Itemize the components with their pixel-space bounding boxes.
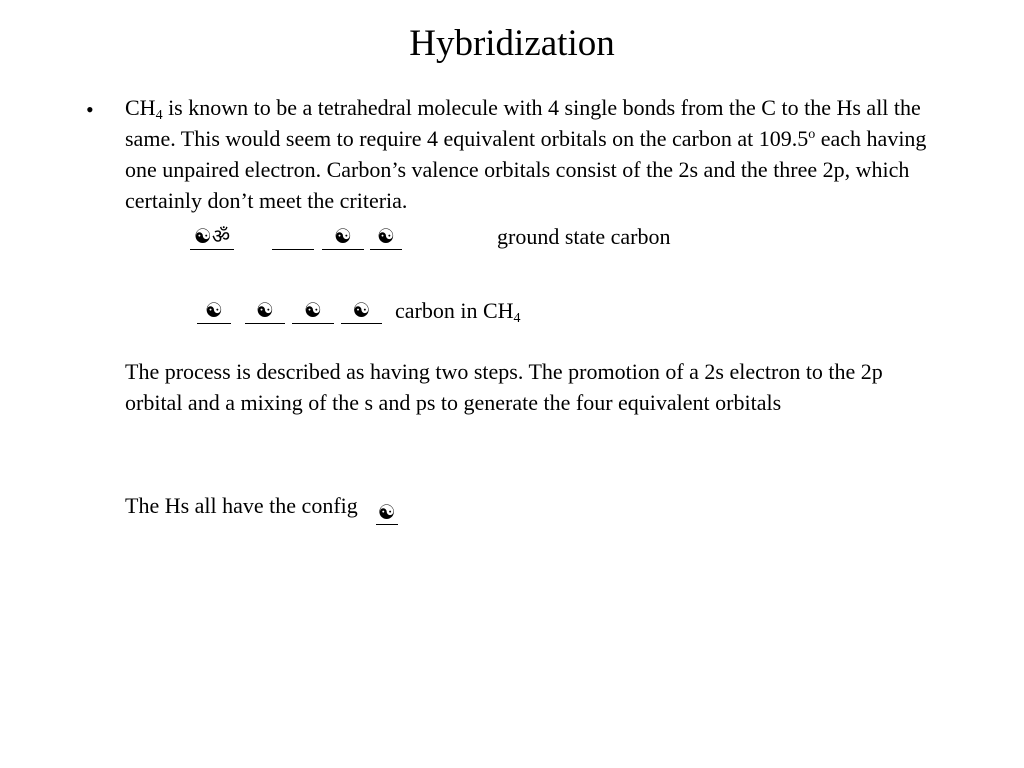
para1-text-2: is known to be a tetrahedral molecule with 4 single bonds from the C to the Hs all the same. This would seem to require 4 equivalent orbitals on the carbon at 109.5 bbox=[125, 95, 921, 151]
ground-state-label: ground state carbon bbox=[497, 224, 671, 249]
orbital-2p-ground-3: ☯ bbox=[370, 221, 402, 250]
intro-paragraph bbox=[125, 92, 945, 216]
orbital-sp3-4: ☯ bbox=[341, 295, 382, 324]
hydrogen-config-text: The Hs all have the config bbox=[125, 493, 358, 518]
orbital-hydrogen-1s: ☯ bbox=[376, 498, 398, 525]
ch4-state-label bbox=[395, 295, 521, 326]
orbital-spacer bbox=[284, 221, 304, 249]
orbital-sp3-1: ☯ bbox=[197, 295, 231, 324]
ground-state-orbital-row bbox=[0, 221, 1024, 253]
process-paragraph: The process is described as having two steps. The promotion of a 2s electron to the 2p orbital and a mixing of the s and ps to generate the four equivalent orbitals bbox=[125, 359, 883, 415]
para1-text-3: each having one unpaired electron. Carbon’s valence orbitals consist of the 2s and the three 2p, which certainly don’t meet the criteria. bbox=[125, 126, 927, 213]
ch4-label-text: carbon in CH bbox=[395, 298, 514, 323]
ch4-label-subscript: 4 bbox=[513, 311, 521, 326]
ch4-orbital-row bbox=[0, 295, 1024, 327]
orbital-sp3-3: ☯ bbox=[292, 295, 334, 324]
degree-superscript: o bbox=[808, 127, 816, 142]
orbital-2s-ground: ☯ॐ bbox=[190, 221, 234, 250]
para1-subscript: 4 bbox=[155, 108, 163, 123]
hydrogen-config-line bbox=[125, 490, 945, 525]
orbital-2p-ground-2: ☯ bbox=[322, 221, 364, 250]
slide-title: Hybridization bbox=[409, 23, 615, 64]
para1-text-1: CH bbox=[125, 95, 156, 120]
orbital-sp3-2: ☯ bbox=[245, 295, 285, 324]
bullet-marker: • bbox=[86, 97, 94, 122]
